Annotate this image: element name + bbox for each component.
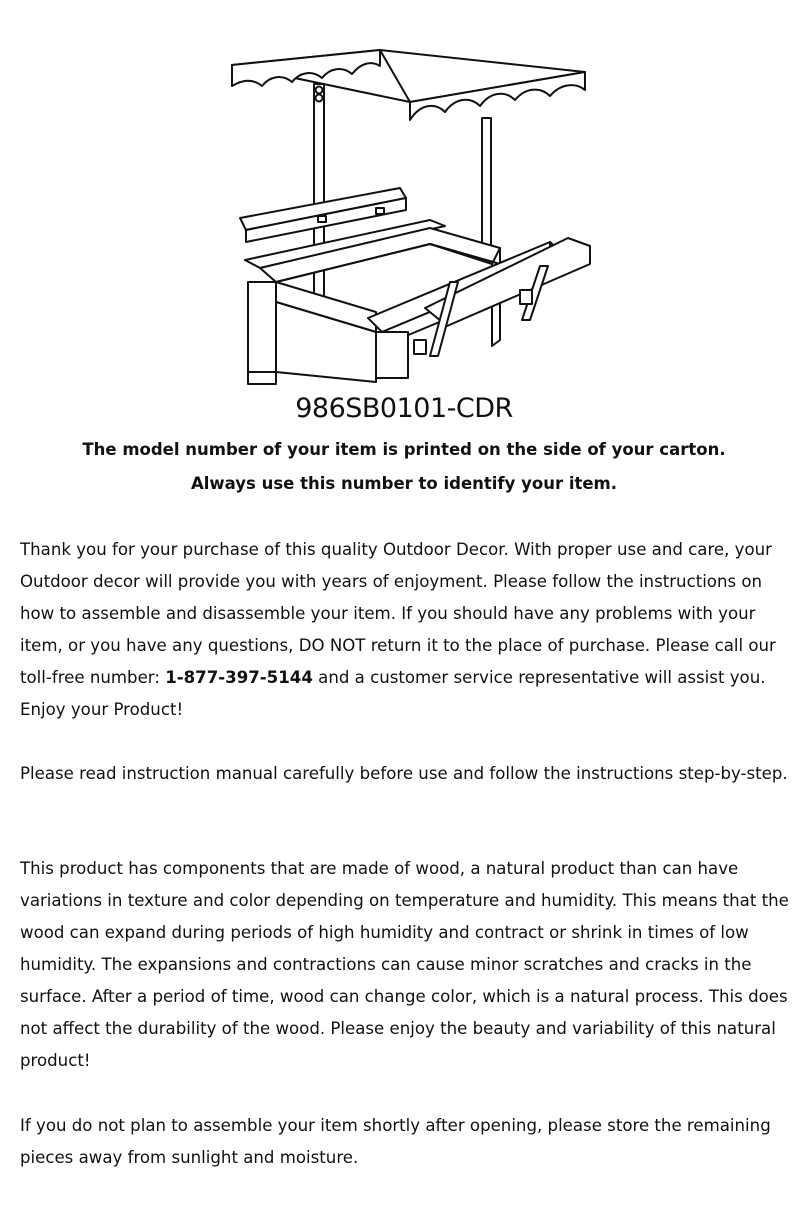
model-location-notice: The model number of your item is printed on the side of your carton. (82, 440, 726, 459)
sandbox-with-canopy-icon (200, 20, 610, 390)
read-manual-paragraph (20, 758, 795, 790)
model-number: 986SB0101-CDR (295, 393, 513, 424)
storage-notice-text: If you do not plan to assemble your item shortly after opening, please store the remaining pieces away from sunlight and moisture. (20, 1116, 771, 1167)
intro-paragraph (20, 534, 795, 726)
intro-text-after: and a customer service representative will assist you. Enjoy your Product! (20, 668, 766, 719)
wood-notice-text: This product has components that are made of wood, a natural product than can have variations in texture and color depending on temperature and humidity. This means that the wood can expand during periods of high humidity and contract or shrink in times of low humidity. The expansions and contractions can cause minor scratches and cracks in the surface. After a period of time, wood can change color, which is a natural process. This does not affect the durability of the wood. Please enjoy the beauty and variability of this natural product! (20, 859, 789, 1070)
toll-free-phone: 1-877-397-5144 (165, 668, 313, 687)
model-usage-notice: Always use this number to identify your item. (190, 474, 618, 493)
wood-notice-paragraph (20, 853, 795, 1077)
read-manual-text: Please read instruction manual carefully before use and follow the instructions step-by-step. (20, 764, 788, 783)
intro-text-before: Thank you for your purchase of this quality Outdoor Decor. With proper use and care, your Outdoor decor will provide you with years of enjoyment. Please follow the instructions on how to assemble and disassemble your item. If you should have any problems with your item, or you have any questions, DO NOT return it to the place of purchase. Please call our toll-free number: (20, 540, 776, 687)
storage-notice-paragraph (20, 1110, 795, 1174)
